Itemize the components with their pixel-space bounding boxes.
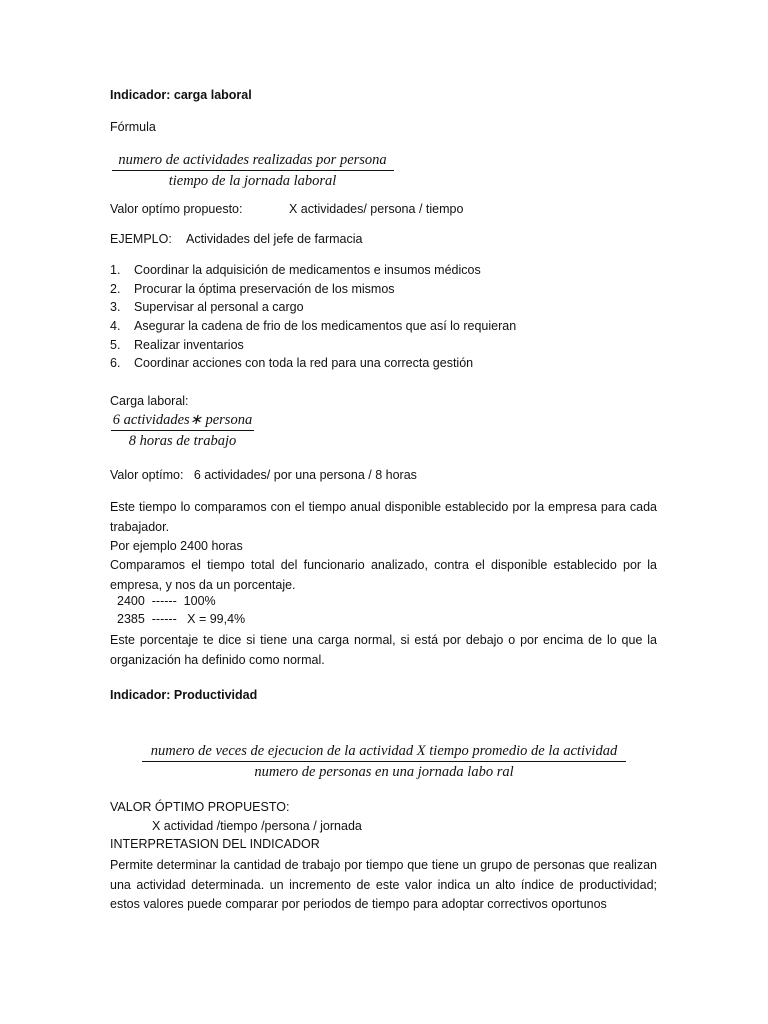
paragraph-porcentaje: Comparamos el tiempo total del funcionario analizado, contra el disponible establecido por la empresa, y nos da un porcentaje. xyxy=(110,558,657,592)
carga-laboral-label: Carga laboral: xyxy=(110,394,189,408)
list-item: 5. Realizar inventarios xyxy=(110,338,244,352)
optimo-propuesto-label: Valor optímo propuesto: xyxy=(110,202,243,216)
formula-numerator: numero de actividades realizadas por persona xyxy=(118,152,387,168)
paragraph-comparacion: Este tiempo lo comparamos con el tiempo anual disponible establecido por la empresa para cada trabajador. xyxy=(110,500,657,534)
calculation-line-1: 2400 ------ 100% xyxy=(117,594,216,608)
formula-denominator: numero de personas en una jornada labo ral xyxy=(254,764,514,780)
list-item: 2. Procurar la óptima preservación de los mismos xyxy=(110,281,395,296)
formula-ejemplo xyxy=(110,410,255,451)
list-item: 1. Coordinar la adquisición de medicamentos e insumos médicos xyxy=(110,263,481,277)
heading-carga-laboral: Indicador: carga laboral xyxy=(110,88,252,102)
heading-productividad: Indicador: Productividad xyxy=(110,688,258,702)
formula-denominator: tiempo de la jornada laboral xyxy=(168,173,337,189)
formula-carga-laboral xyxy=(110,150,395,191)
valor-optimo-propuesto-value: X actividad /tiempo /persona / jornada xyxy=(152,819,362,833)
valor-optimo-line: Valor optímo: 6 actividades/ por una persona / 8 horas xyxy=(110,468,417,482)
calculation-line-2: 2385 ------ X = 99,4% xyxy=(117,612,246,626)
formula-label: Fórmula xyxy=(110,120,156,134)
paragraph-carga-normal: Este porcentaje te dice si tiene una carga normal, si está por debajo o por encima de lo que la organización ha definido como normal. xyxy=(110,633,657,667)
ejemplo-value: Actividades del jefe de farmacia xyxy=(186,232,363,246)
formula-numerator: numero de veces de ejecucion de la actividad X tiempo promedio de la actividad xyxy=(150,743,618,759)
list-item: 3. Supervisar al personal a cargo xyxy=(110,300,304,314)
list-item: 6. Coordinar acciones con toda la red para una correcta gestión xyxy=(110,356,474,370)
paragraph-ejemplo-horas: Por ejemplo 2400 horas xyxy=(110,539,243,553)
ejemplo-label: EJEMPLO: xyxy=(110,232,172,246)
paragraph-interpretacion: Permite determinar la cantidad de trabajo por tiempo que tiene un grupo de personas que realizan una actividad determinada. un incremento de este valor indica un alto índice de productividad; estos valores puede comparar por periodos de tiempo para adoptar correctivos oportunos xyxy=(110,858,657,911)
formula-numerator: 6 actividades∗ persona xyxy=(112,412,253,428)
formula-denominator: 8 horas de trabajo xyxy=(128,433,237,449)
interpretacion-label: INTERPRETASION DEL INDICADOR xyxy=(110,837,320,851)
formula-productividad xyxy=(140,741,628,782)
valor-optimo-propuesto-label: VALOR ÓPTIMO PROPUESTO: xyxy=(110,800,290,814)
list-item: 4. Asegurar la cadena de frio de los medicamentos que así lo requieran xyxy=(110,319,517,333)
optimo-propuesto-value: X actividades/ persona / tiempo xyxy=(289,202,464,216)
